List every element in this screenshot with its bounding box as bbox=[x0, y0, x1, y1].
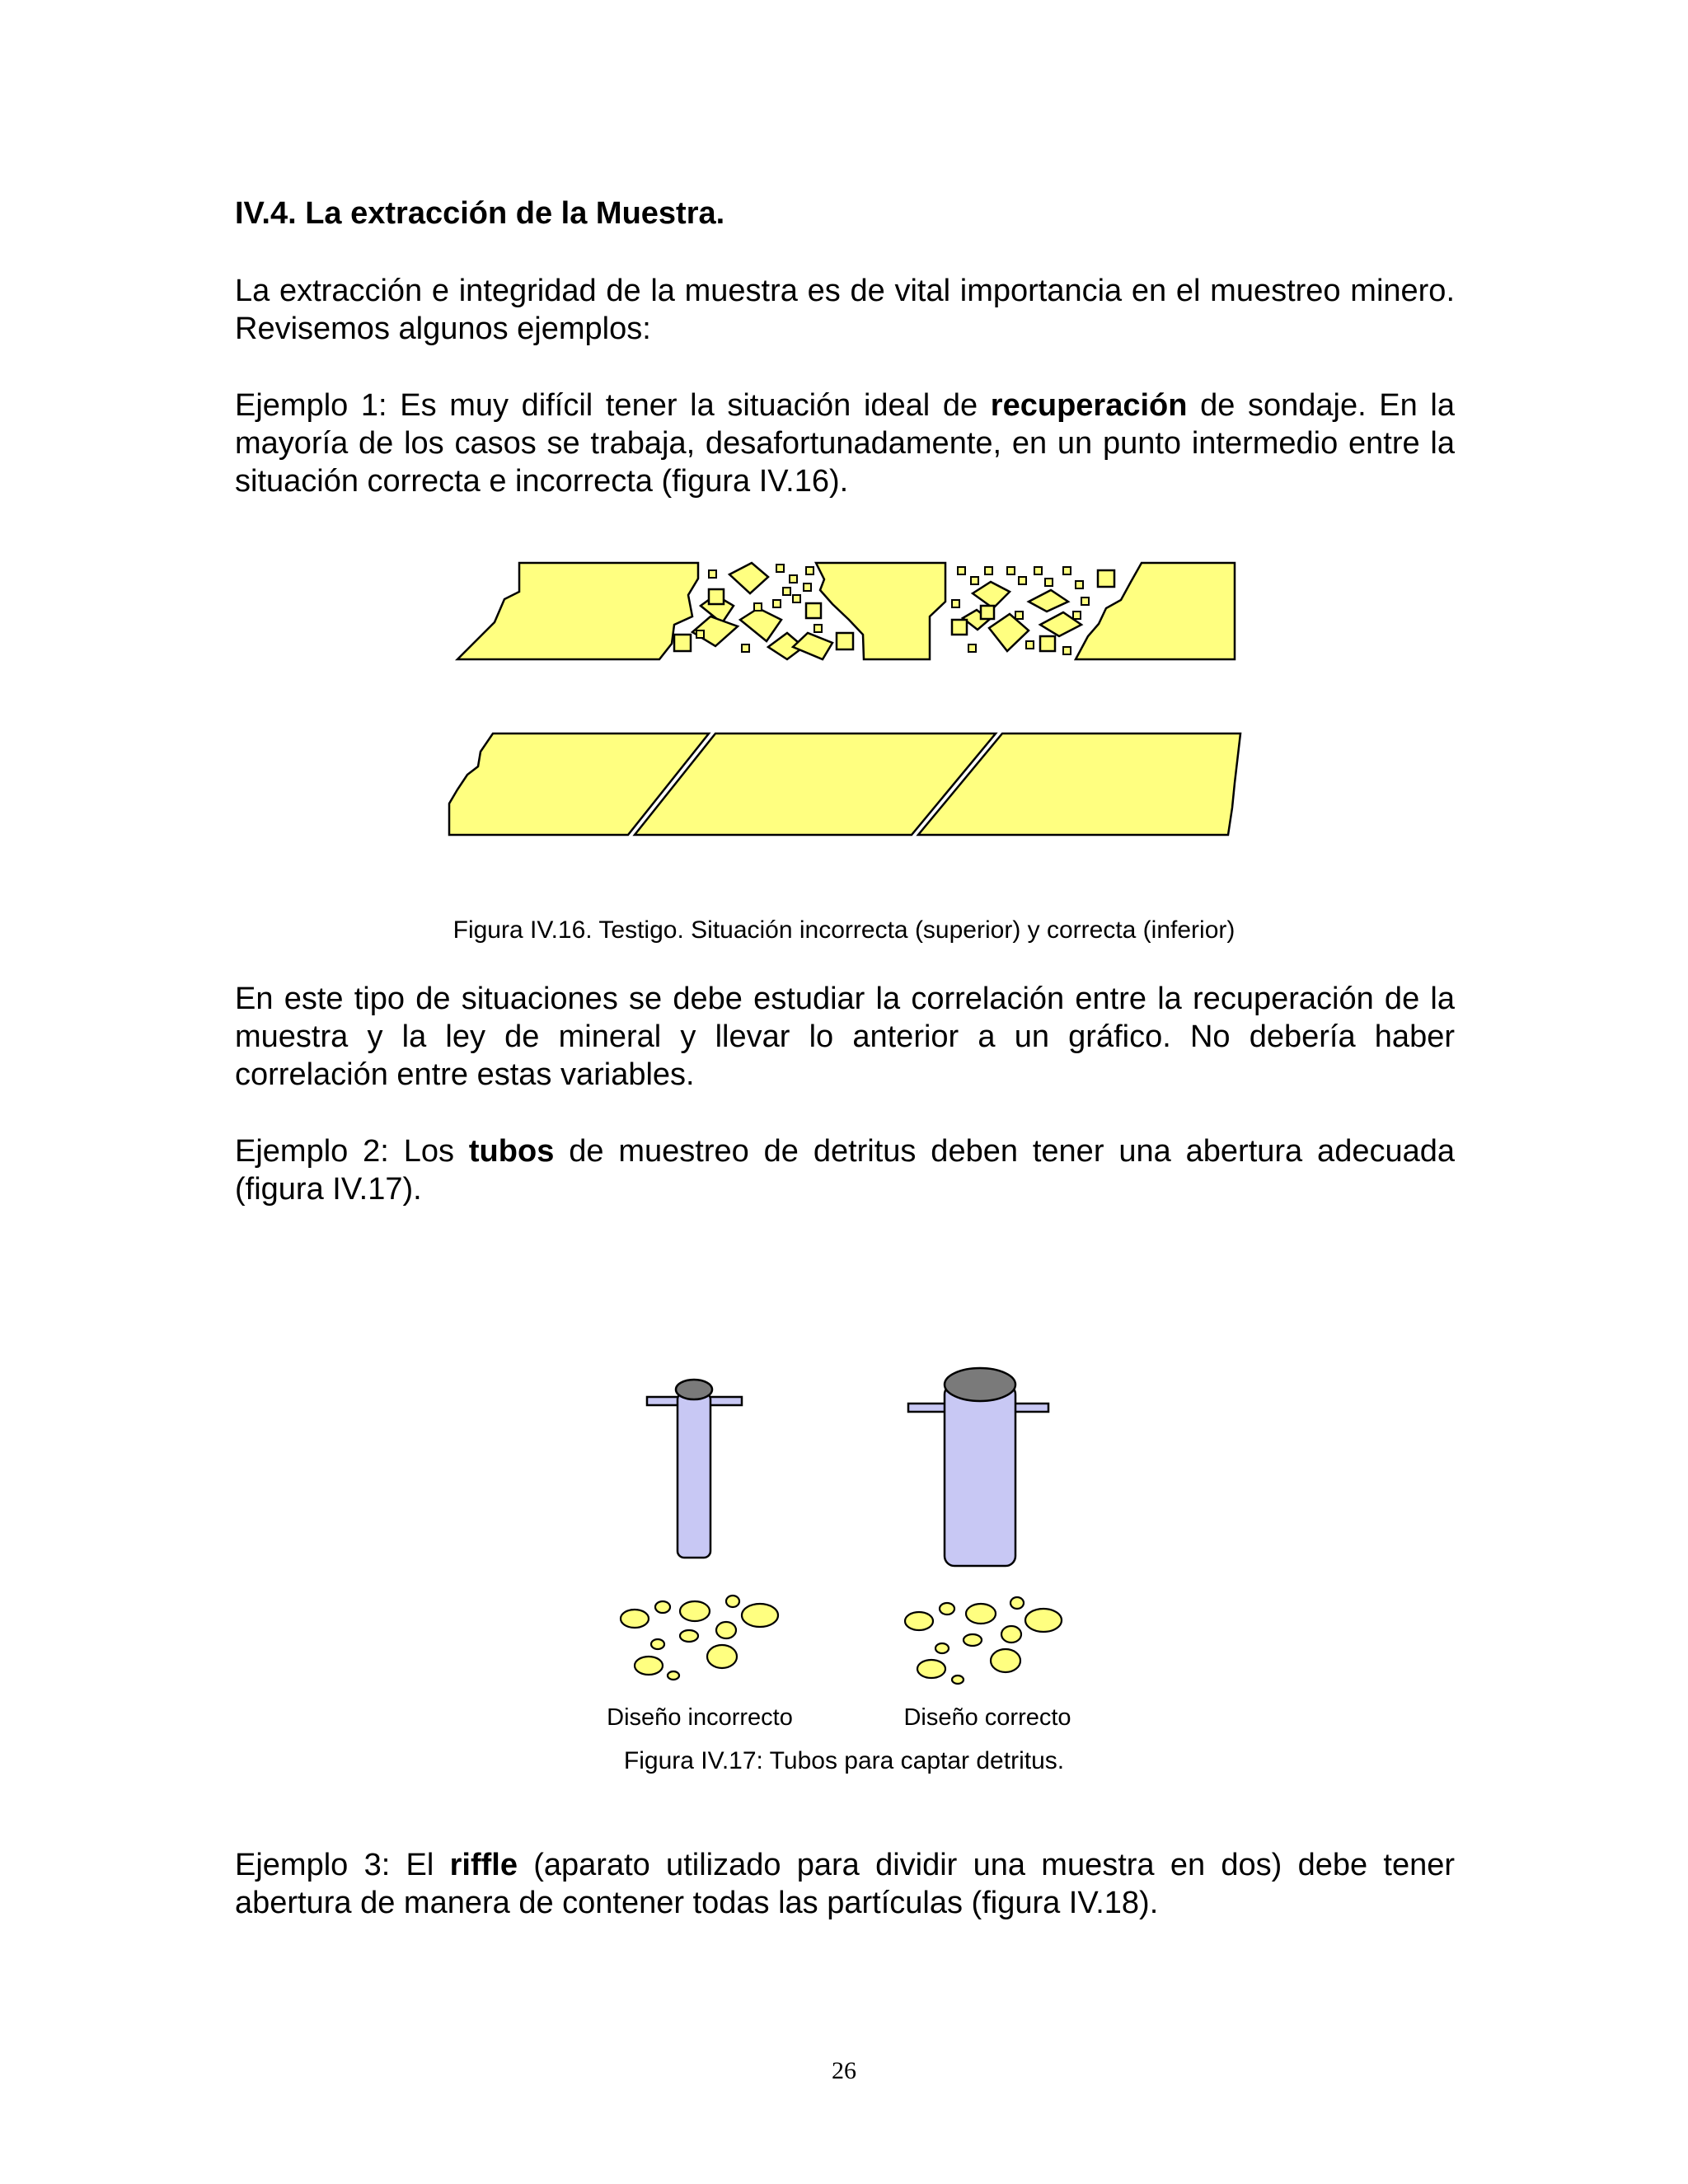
correct-tube bbox=[908, 1368, 1048, 1566]
incorrect-tube bbox=[647, 1380, 742, 1558]
example-1-text-end: de sondaje. En la mayoría de los casos se trabaja, desafortunadamente, en un punto intermedio entre la situación correcta e incorrecta (figura IV.16). bbox=[235, 388, 1455, 499]
example-2-text-start: Ejemplo 2: Los bbox=[235, 1134, 469, 1169]
example-3-bold-term: riffle bbox=[449, 1848, 518, 1882]
example-3-text-end: (aparato utilizado para dividir una muestra en dos) debe tener abertura de manera de contener todas las partículas (figura IV.18). bbox=[235, 1848, 1455, 1920]
example-1-text-start: Ejemplo 1: Es muy difícil tener la situación ideal de bbox=[235, 388, 991, 423]
example-3-paragraph bbox=[235, 1846, 1455, 1922]
page-number: 26 bbox=[832, 2057, 856, 2084]
example-3-text-start: Ejemplo 3: El bbox=[235, 1848, 450, 1882]
example-2-text-end: de muestreo de detritus deben tener una abertura adecuada (figura IV.17). bbox=[235, 1134, 1455, 1207]
particles-correct bbox=[905, 1597, 1062, 1684]
particles-incorrect bbox=[621, 1596, 778, 1680]
section-heading: IV.4. La extracción de la Muestra. bbox=[235, 196, 725, 231]
label-incorrect-design: Diseño incorrecto bbox=[607, 1704, 793, 1731]
example-2-bold-term: tubos bbox=[468, 1134, 555, 1169]
figure-iv16-caption: Figura IV.16. Testigo. Situación incorrecta (superior) y correcta (inferior) bbox=[452, 916, 1236, 944]
figure-iv17-caption: Figura IV.17: Tubos para captar detritus. bbox=[623, 1747, 1065, 1774]
label-correct-design: Diseño correcto bbox=[903, 1704, 1071, 1731]
example-1-bold-term: recuperación bbox=[990, 388, 1188, 423]
correlation-paragraph: En este tipo de situaciones se debe estudiar la correlación entre la recuperación de la muestra y la ley de mineral y llevar lo anterior a un gráfico. No debería haber correlación entre estas variables. bbox=[235, 982, 1455, 1092]
intro-paragraph: La extracción e integridad de la muestra es de vital importancia en el muestreo minero. Revisemos algunos ejemplos: bbox=[235, 274, 1455, 346]
